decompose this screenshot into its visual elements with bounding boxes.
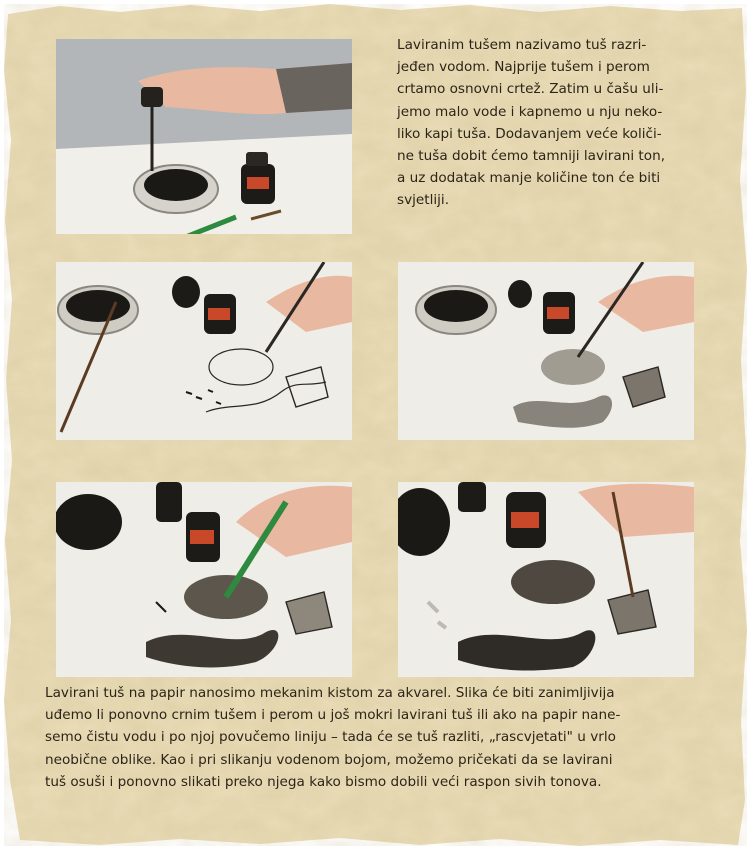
intro-line: liko kapi tuša. Dodavanjem veće količi- <box>397 125 662 142</box>
bottom-line: neobične oblike. Kao i pri slikanju vodenom bojom, možemo pričekati da se lavirani <box>45 751 613 768</box>
intro-line: jeđen vodom. Najprije tušem i perom <box>397 59 650 76</box>
photo-green-brush-wash <box>56 482 352 677</box>
photo-ink-bloom <box>398 482 694 677</box>
intro-line: jemo malo vode i kapnemo u nju neko- <box>397 103 663 120</box>
bottom-line: semo čistu vodu i po njoj povučemo liniju – tada će se tuš razliti, „rascvjetati" u vrlo <box>45 729 616 746</box>
photo-basic-drawing <box>56 262 352 440</box>
photo-first-wash <box>398 262 694 440</box>
bottom-line: Lavirani tuš na papir nanosimo mekanim kistom za akvarel. Slika će biti zanimljivija <box>45 685 615 701</box>
bottom-line: tuš osuši i ponovno slikati preko njega kako bismo dobili veći raspon sivih tonova. <box>45 773 602 790</box>
bottom-paragraph <box>45 682 725 793</box>
intro-line: crtamo osnovni crtež. Zatim u čašu uli- <box>397 81 664 98</box>
intro-paragraph <box>397 34 727 212</box>
intro-line: a uz dodatak manje količine ton će biti <box>397 170 661 187</box>
bottom-line: uđemo li ponovno crnim tušem i perom u još mokri lavirani tuš ili ako na papir nane- <box>45 707 621 724</box>
photo-ink-dropper-bowl <box>56 39 352 234</box>
intro-line: svjetliji. <box>397 192 450 209</box>
intro-line: ne tuša dobit ćemo tamniji lavirani ton, <box>397 148 666 165</box>
intro-line: Laviranim tušem nazivamo tuš razri- <box>397 37 647 53</box>
